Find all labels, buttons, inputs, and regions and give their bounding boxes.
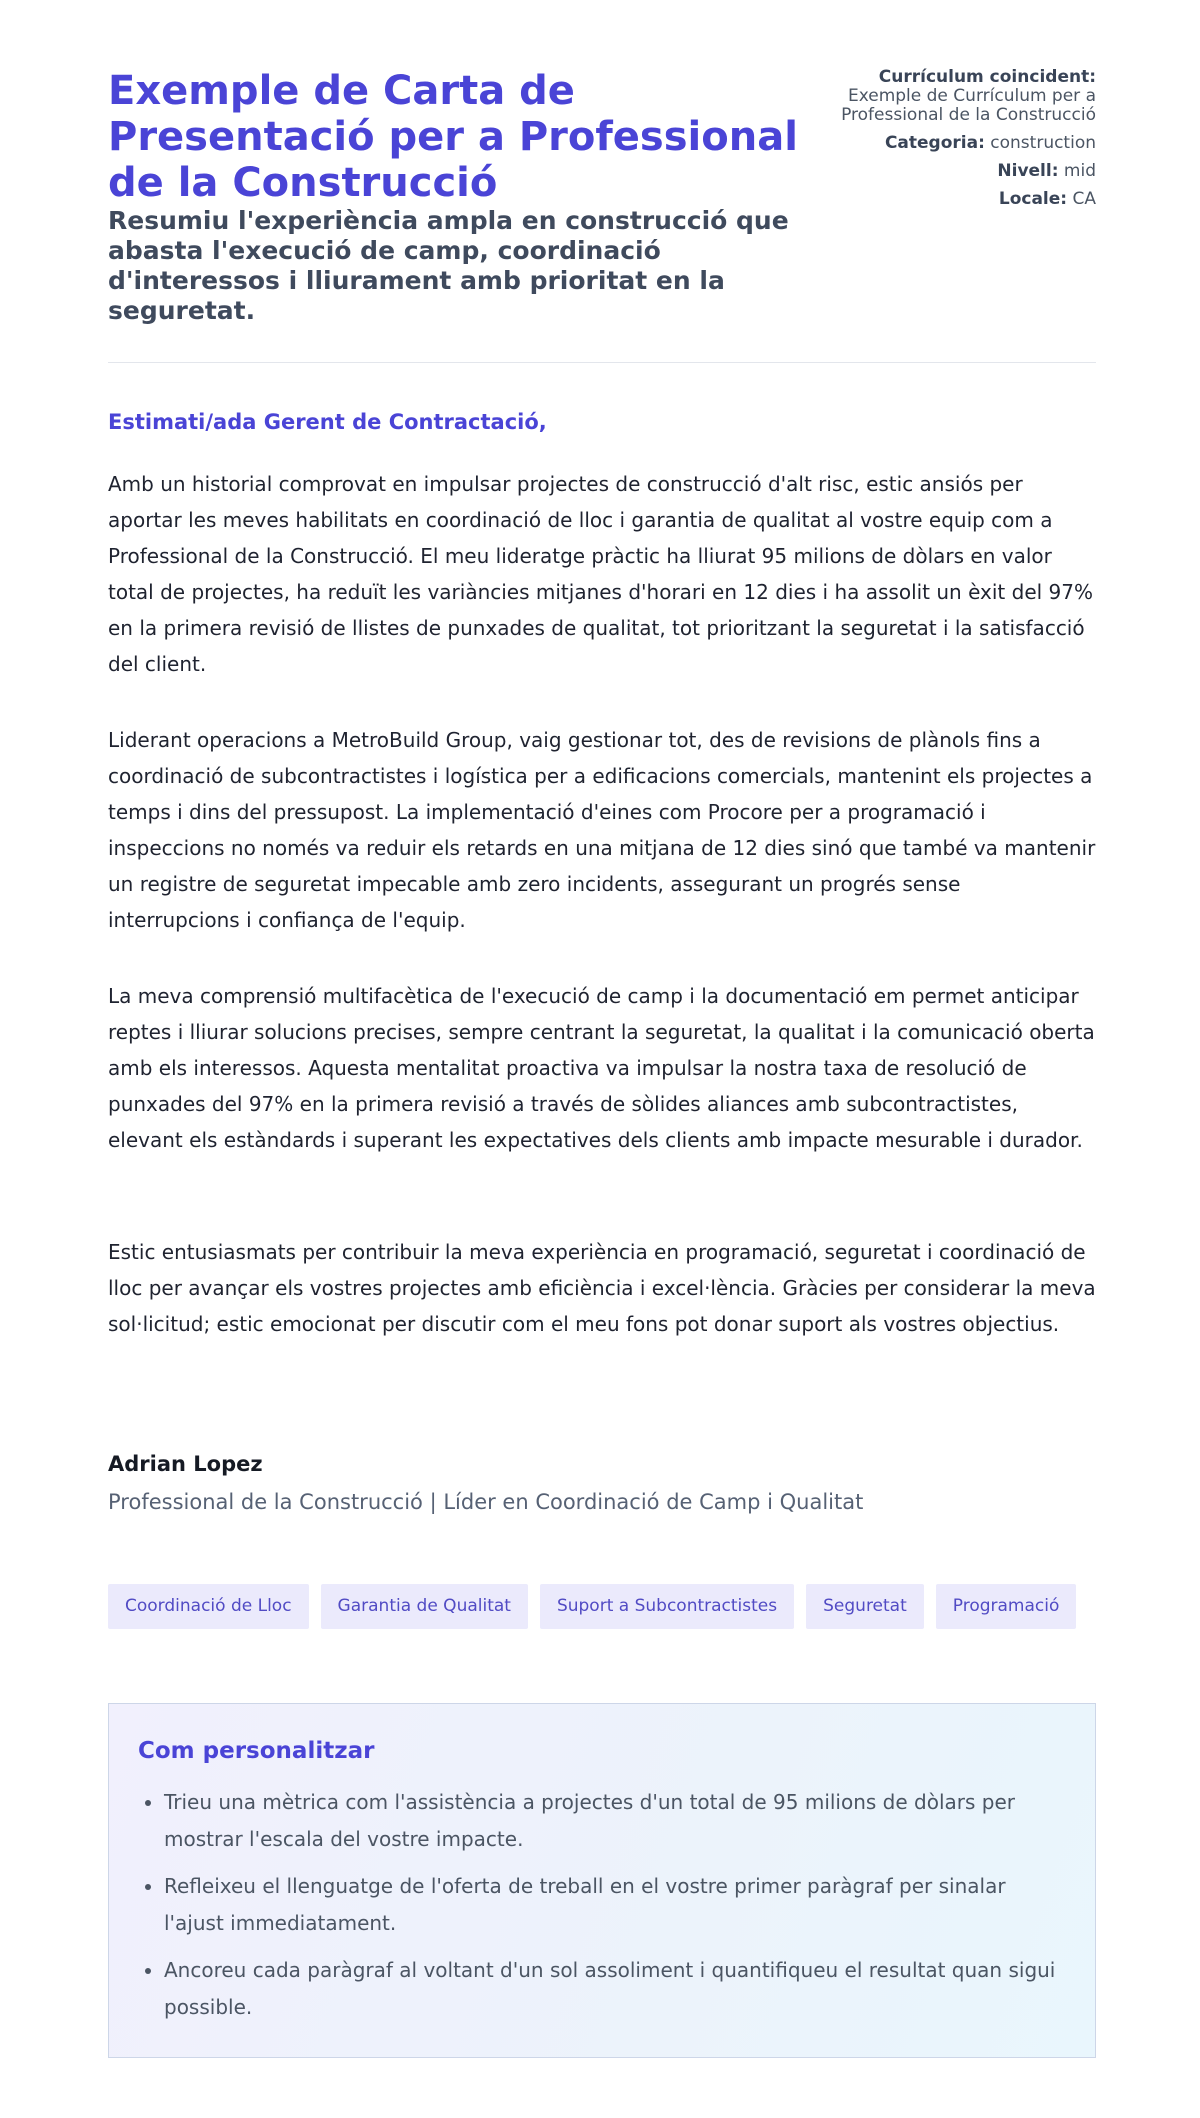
skill-tags bbox=[108, 1584, 1076, 1629]
letter-paragraph: La meva comprensió multifacètica de l'execució de camp i la documentació em permet anticipar reptes i lliurar solucions precises, sempre centrant la seguretat, la qualitat i la comunicació oberta amb els interessos. Aquesta mentalitat proactiva va impulsar la nostra taxa de resolució de punxades del 97% en la primera revisió a través de sòlides aliances amb subcontractistes, elevant els estàndards i superant les expectatives dels clients amb impacte mesurable i durador. bbox=[108, 984, 1095, 1152]
tip-item: • Trieu una mètrica com l'assistència a projectes d'un total de 95 milions de dòlars per mostrar l'escala del vostre impacte. bbox=[164, 1784, 1064, 1858]
page-title: Exemple de Carta de Presentació per a Professional de la Construcció bbox=[108, 68, 798, 206]
customization-tips-box bbox=[108, 1703, 1096, 2058]
signature-name: Adrian Lopez bbox=[108, 1452, 263, 1476]
meta-locale-value: CA bbox=[1072, 189, 1096, 209]
skill-tag: Coordinació de Lloc bbox=[108, 1584, 309, 1629]
meta-resume-label: Currículum coincident: bbox=[878, 67, 1096, 87]
skill-tag: Garantia de Qualitat bbox=[321, 1584, 528, 1629]
meta-panel bbox=[806, 68, 1096, 217]
meta-locale-label: Locale: bbox=[998, 189, 1068, 209]
meta-resume bbox=[806, 68, 1096, 125]
tips-list bbox=[138, 1784, 1064, 2036]
salutation: Estimati/ada Gerent de Contractació, bbox=[108, 410, 547, 434]
letter-paragraph: Liderant operacions a MetroBuild Group, vaig gestionar tot, des de revisions de plànols fins a coordinació de subcontractistes i logística per a edificacions comercials, mantenint els projectes a temps i dins del pressupost. La implementació d'eines com Procore per a programació i inspeccions no només va reduir els retards en una mitjana de 12 dies sinó que també va mantenir un registre de seguretat impecable amb zero incidents, assegurant un progrés sense interrupcions i confiança de l'equip. bbox=[108, 728, 1096, 932]
tips-title: Com personalitzar bbox=[138, 1738, 375, 1764]
signature-role: Professional de la Construcció | Líder en Coordinació de Camp i Qualitat bbox=[108, 1490, 864, 1514]
tip-item: • Refleixeu el llenguatge de l'oferta de treball en el vostre primer paràgraf per sinalar l'ajust immediatament. bbox=[164, 1868, 1064, 1942]
meta-level-value: mid bbox=[1063, 161, 1096, 181]
header bbox=[108, 68, 1096, 338]
meta-level-label: Nivell: bbox=[997, 161, 1059, 181]
meta-category-label: Categoria: bbox=[884, 133, 985, 153]
skill-tag: Seguretat bbox=[806, 1584, 924, 1629]
tip-item: • Ancoreu cada paràgraf al voltant d'un sol assoliment i quantifiqueu el resultat quan sigui possible. bbox=[164, 1952, 1064, 2026]
letter-paragraph: Estic entusiasmats per contribuir la meva experiència en programació, seguretat i coordinació de lloc per avançar els vostres projectes amb eficiència i excel·lència. Gràcies per considerar la meva sol·licitud; estic emocionat per discutir com el meu fons pot donar suport als vostres objectius. bbox=[108, 1240, 1096, 1336]
letter-paragraph: Amb un historial comprovat en impulsar projectes de construcció d'alt risc, estic ansiós per aportar les meves habilitats en coordinació de lloc i garantia de qualitat al vostre equip com a Professional de la Construcció. El meu lideratge pràctic ha lliurat 95 milions de dòlars en valor total de projectes, ha reduït les variàncies mitjanes d'horari en 12 dies i ha assolit un èxit del 97% en la primera revisió de llistes de punxades de qualitat, tot prioritzant la seguretat i la satisfacció del client. bbox=[108, 472, 1093, 676]
skill-tag: Programació bbox=[936, 1584, 1077, 1629]
meta-category bbox=[806, 133, 1096, 153]
meta-resume-value: Exemple de Currículum per a Professional de la Construcció bbox=[841, 86, 1096, 125]
header-divider bbox=[108, 362, 1096, 363]
meta-locale bbox=[806, 189, 1096, 209]
page-subtitle: Resumiu l'experiència ampla en construcció que abasta l'execució de camp, coordinació d'interessos i lliurament amb prioritat en la seguretat. bbox=[108, 206, 789, 325]
meta-level bbox=[806, 161, 1096, 181]
skill-tag: Suport a Subcontractistes bbox=[540, 1584, 794, 1629]
meta-category-value: construction bbox=[990, 133, 1096, 153]
